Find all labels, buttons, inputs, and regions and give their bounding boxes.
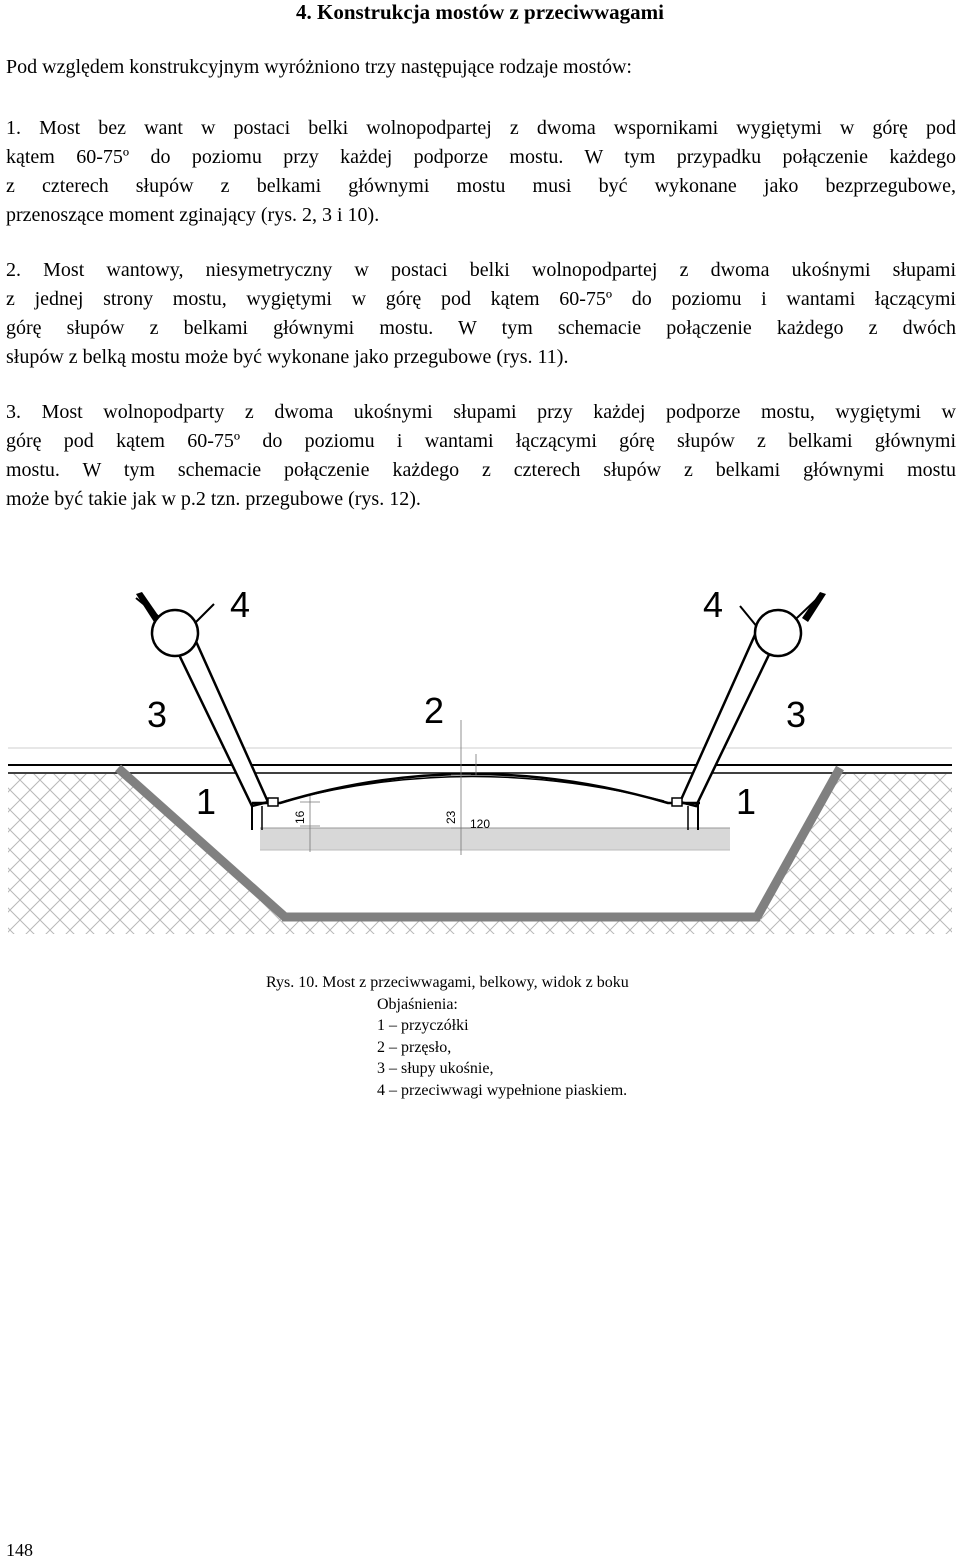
paragraph-2 <box>6 256 956 372</box>
paragraph-line: górę pod kątem 60-75º do poziomu i wantami łączącymi górę słupów z belkami głównymi <box>6 430 956 452</box>
legend-item: 1 – przyczółki <box>377 1017 469 1034</box>
water <box>260 828 730 850</box>
ground-surface <box>8 748 952 773</box>
legend-item: 3 – słupy ukośnie, <box>377 1060 494 1077</box>
paragraph-line: 2. Most wantowy, niesymetryczny w postaci belki wolnopodpartej z dwoma ukośnymi słupami <box>6 259 956 281</box>
dimension-16: 16 <box>293 810 307 824</box>
caption-legend <box>266 994 629 1102</box>
paragraph-line: przenoszące moment zginający (rys. 2, 3 i 10). <box>6 204 380 226</box>
label-4-left: 4 <box>230 584 251 625</box>
caption-title: Rys. 10. Most z przeciwwagami, belkowy, widok z boku <box>266 974 629 991</box>
paragraph-line: kątem 60-75º do poziomu przy każdej podporze mostu. W tym przypadku połączenie każdego <box>6 146 956 168</box>
label-1-left: 1 <box>196 781 217 822</box>
counterweight-right <box>755 610 801 656</box>
intro-paragraph: Pod względem konstrukcyjnym wyróżniono trzy następujące rodzaje mostów: <box>6 56 632 78</box>
paragraph-line: 1. Most bez want w postaci belki wolnopodpartej z dwoma wspornikami wygiętymi w górę pod <box>6 117 956 139</box>
paragraph-line: może być takie jak w p.2 tzn. przegubowe (rys. 12). <box>6 488 421 510</box>
paragraph-1 <box>6 114 956 230</box>
bridge-diagram <box>0 570 960 940</box>
label-1-right: 1 <box>736 781 757 822</box>
legend-heading: Objaśnienia: <box>377 995 458 1013</box>
legend-item: 2 – przęsło, <box>377 1038 452 1056</box>
figure-caption <box>266 972 629 1101</box>
paragraph-line: z jednej strony mostu, wygiętymi w górę pod kątem 60-75º do poziomu i wantami łączącymi <box>6 288 956 310</box>
paragraph-line: górę słupów z belkami głównymi mostu. W tym schemacie połączenie każdego z dwóch <box>6 317 956 339</box>
label-4-right: 4 <box>703 584 724 625</box>
label-3-right: 3 <box>786 694 807 735</box>
dimension-23: 23 <box>444 810 458 824</box>
legend-item: 4 – przeciwwagi wypełnione piaskiem. <box>377 1081 628 1099</box>
dimension-120: 120 <box>470 817 491 831</box>
label-2: 2 <box>424 690 445 731</box>
paragraph-line: 3. Most wolnopodparty z dwoma ukośnymi słupami przy każdej podporze mostu, wygiętymi w <box>6 401 956 423</box>
paragraph-line: z czterech słupów z belkami głównymi mostu musi być wykonane jako bezprzegubowe, <box>6 175 956 197</box>
section-heading: 4. Konstrukcja mostów z przeciwwagami <box>295 0 665 24</box>
label-3-left: 3 <box>147 694 168 735</box>
page-number: 148 <box>6 1540 33 1560</box>
paragraph-line: mostu. W tym schemacie połączenie każdego z czterech słupów z belkami głównymi mostu <box>6 459 956 481</box>
paragraph-3 <box>6 398 956 514</box>
paragraph-line: słupów z belką mostu może być wykonane jako przegubowe (rys. 11). <box>6 346 569 368</box>
counterweight-left <box>152 610 198 656</box>
